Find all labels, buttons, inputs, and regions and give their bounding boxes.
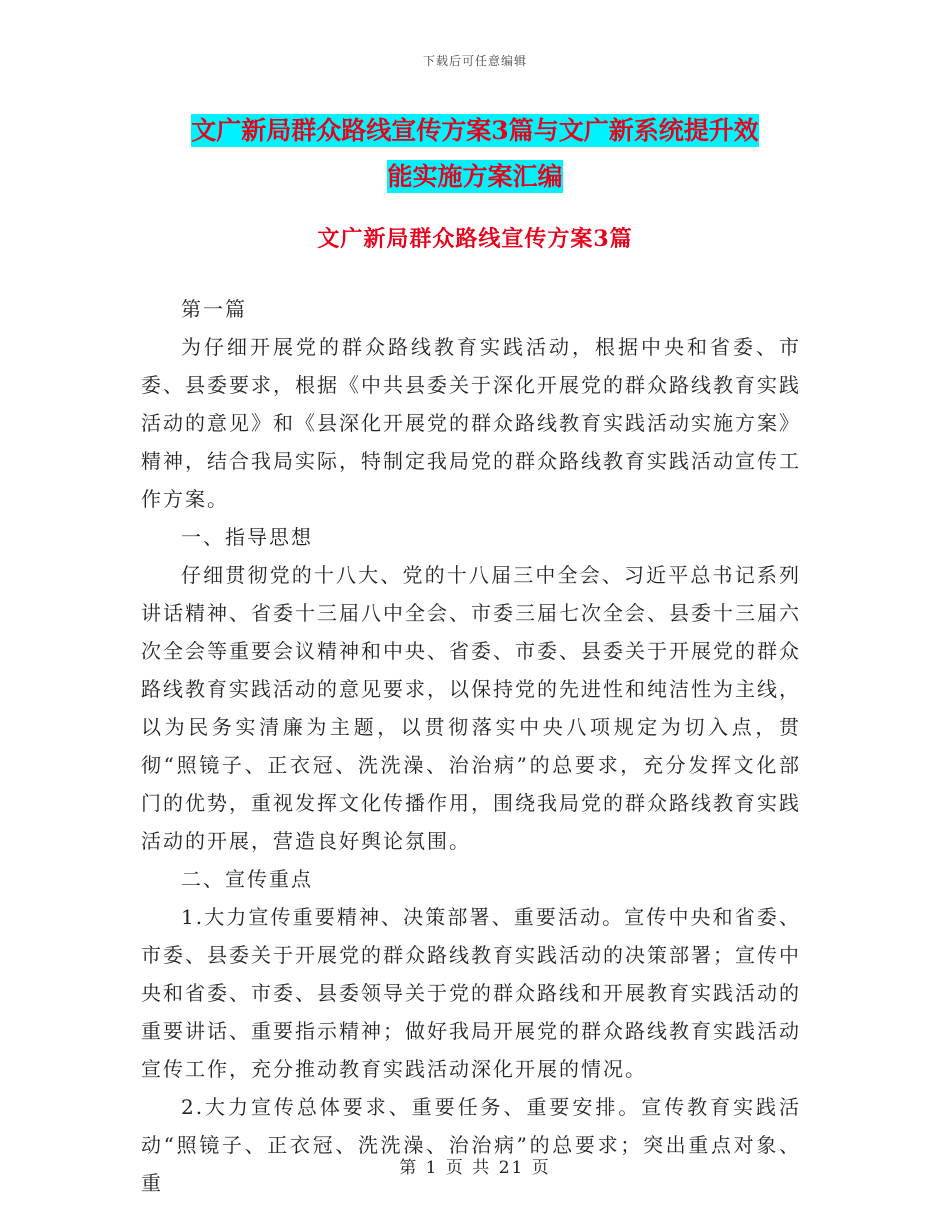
page-number-footer: 第 1 页 共 21 页: [399, 1158, 551, 1178]
body-text: [141, 290, 801, 1202]
main-title-line-1: 文广新局群众路线宣传方案3篇与文广新系统提升效: [191, 116, 759, 145]
paragraph-intro: 为仔细开展党的群众路线教育实践活动，根据中央和省委、市委、县委要求，根据《中共县委关于深化开展党的群众路线教育实践活动的意见》和《县深化开展党的群众路线教育实践活动实施方案》精神，结合我局实际，特制定我局党的群众路线教育实践活动宣传工作方案。: [141, 335, 801, 511]
paragraph-focus-item-1: 1.大力宣传重要精神、决策部署、重要活动。宣传中央和省委、市委、县委关于开展党的群众路线教育实践活动的决策部署；宣传中央和省委、市委、县委领导关于党的群众路线和开展教育实践活动的重要讲话、重要指示精神；做好我局开展党的群众路线教育实践活动宣传工作，充分推动教育实践活动深化开展的情况。: [141, 905, 801, 1081]
paragraph-part-label: 第一篇: [181, 297, 247, 321]
heading-guiding-ideology: 一、指导思想: [181, 525, 313, 549]
section-title: 文广新局群众路线宣传方案3篇: [317, 226, 633, 252]
header-note: 下载后可任意编辑: [422, 54, 527, 68]
main-title-line-2: 能实施方案汇编: [387, 162, 563, 191]
main-title: [0, 108, 950, 200]
heading-publicity-focus: 二、宣传重点: [181, 867, 313, 891]
paragraph-focus-item-2: 2.大力宣传总体要求、重要任务、重要安排。宣传教育实践活动“照镜子、正衣冠、洗洗澡、治治病”的总要求；突出重点对象、重: [141, 1095, 801, 1195]
paragraph-guiding-ideology: 仔细贯彻党的十八大、党的十八届三中全会、习近平总书记系列讲话精神、省委十三届八中全会、市委三届七次全会、县委十三届六次全会等重要会议精神和中央、省委、市委、县委关于开展党的群众路线教育实践活动的意见要求，以保持党的先进性和纯洁性为主线，以为民务实清廉为主题，以贯彻落实中央八项规定为切入点，贯彻“照镜子、正衣冠、洗洗澡、治治病”的总要求，充分发挥文化部门的优势，重视发挥文化传播作用，围绕我局党的群众路线教育实践活动的开展，营造良好舆论氛围。: [141, 563, 801, 853]
